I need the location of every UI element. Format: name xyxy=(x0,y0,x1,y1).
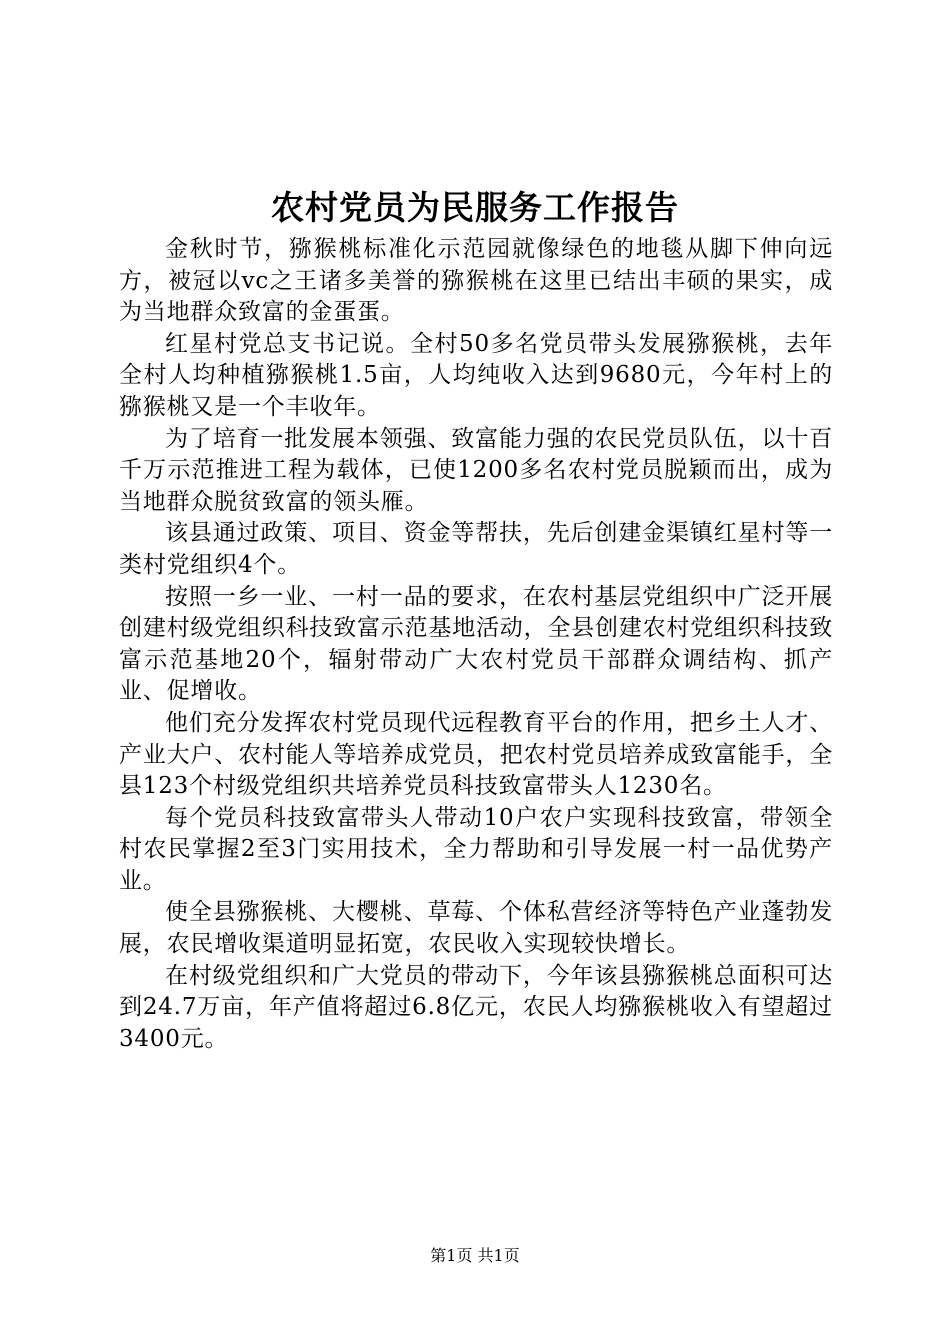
paragraph-9: 在村级党组织和广大党员的带动下，今年该县猕猴桃总面积可达到24.7万亩，年产值将超过6.8亿元，农民人均猕猴桃收入有望超过3400元。 xyxy=(119,962,833,1052)
paragraph-6: 他们充分发挥农村党员现代远程教育平台的作用，把乡土人才、产业大户、农村能人等培养成党员，把农村党员培养成致富能手，全县123个村级党组织共培养党员科技致富带头人1230名。 xyxy=(119,709,833,800)
document-title: 农村党员为民服务工作报告 xyxy=(271,188,679,227)
paragraph-4: 该县通过政策、项目、资金等帮扶，先后创建金渠镇红星村等一类村党组织4个。 xyxy=(119,520,833,578)
paragraph-1: 金秋时节，猕猴桃标准化示范园就像绿色的地毯从脚下伸向远方，被冠以vc之王诸多美誉的猕猴桃在这里已结出丰硕的果实，成为当地群众致富的金蛋蛋。 xyxy=(119,236,833,326)
paragraph-2: 红星村党总支书记说。全村50多名党员带头发展猕猴桃，去年全村人均种植猕猴桃1.5亩，人均纯收入达到9680元，今年村上的猕猴桃又是一个丰收年。 xyxy=(119,330,833,420)
document-body xyxy=(119,234,833,1055)
paragraph-7: 每个党员科技致富带头人带动10户农户实现科技致富，带领全村农民掌握2至3门实用技术，全力帮助和引导发展一村一品优势产业。 xyxy=(119,804,833,894)
page-footer: 第1页 共1页 xyxy=(430,1246,520,1265)
paragraph-8: 使全县猕猴桃、大樱桃、草莓、个体私营经济等特色产业蓬勃发展，农民增收渠道明显拓宽，农民收入实现较快增长。 xyxy=(119,899,833,958)
paragraph-5: 按照一乡一业、一村一品的要求，在农村基层党组织中广泛开展创建村级党组织科技致富示范基地活动，全县创建农村党组织科技致富示范基地20个，辐射带动广大农村党员干部群众调结构、抓产业、促增收。 xyxy=(119,583,833,705)
paragraph-3: 为了培育一批发展本领强、致富能力强的农民党员队伍，以十百千万示范推进工程为载体，已使1200多名农村党员脱颖而出，成为当地群众脱贫致富的领头雁。 xyxy=(119,425,833,515)
